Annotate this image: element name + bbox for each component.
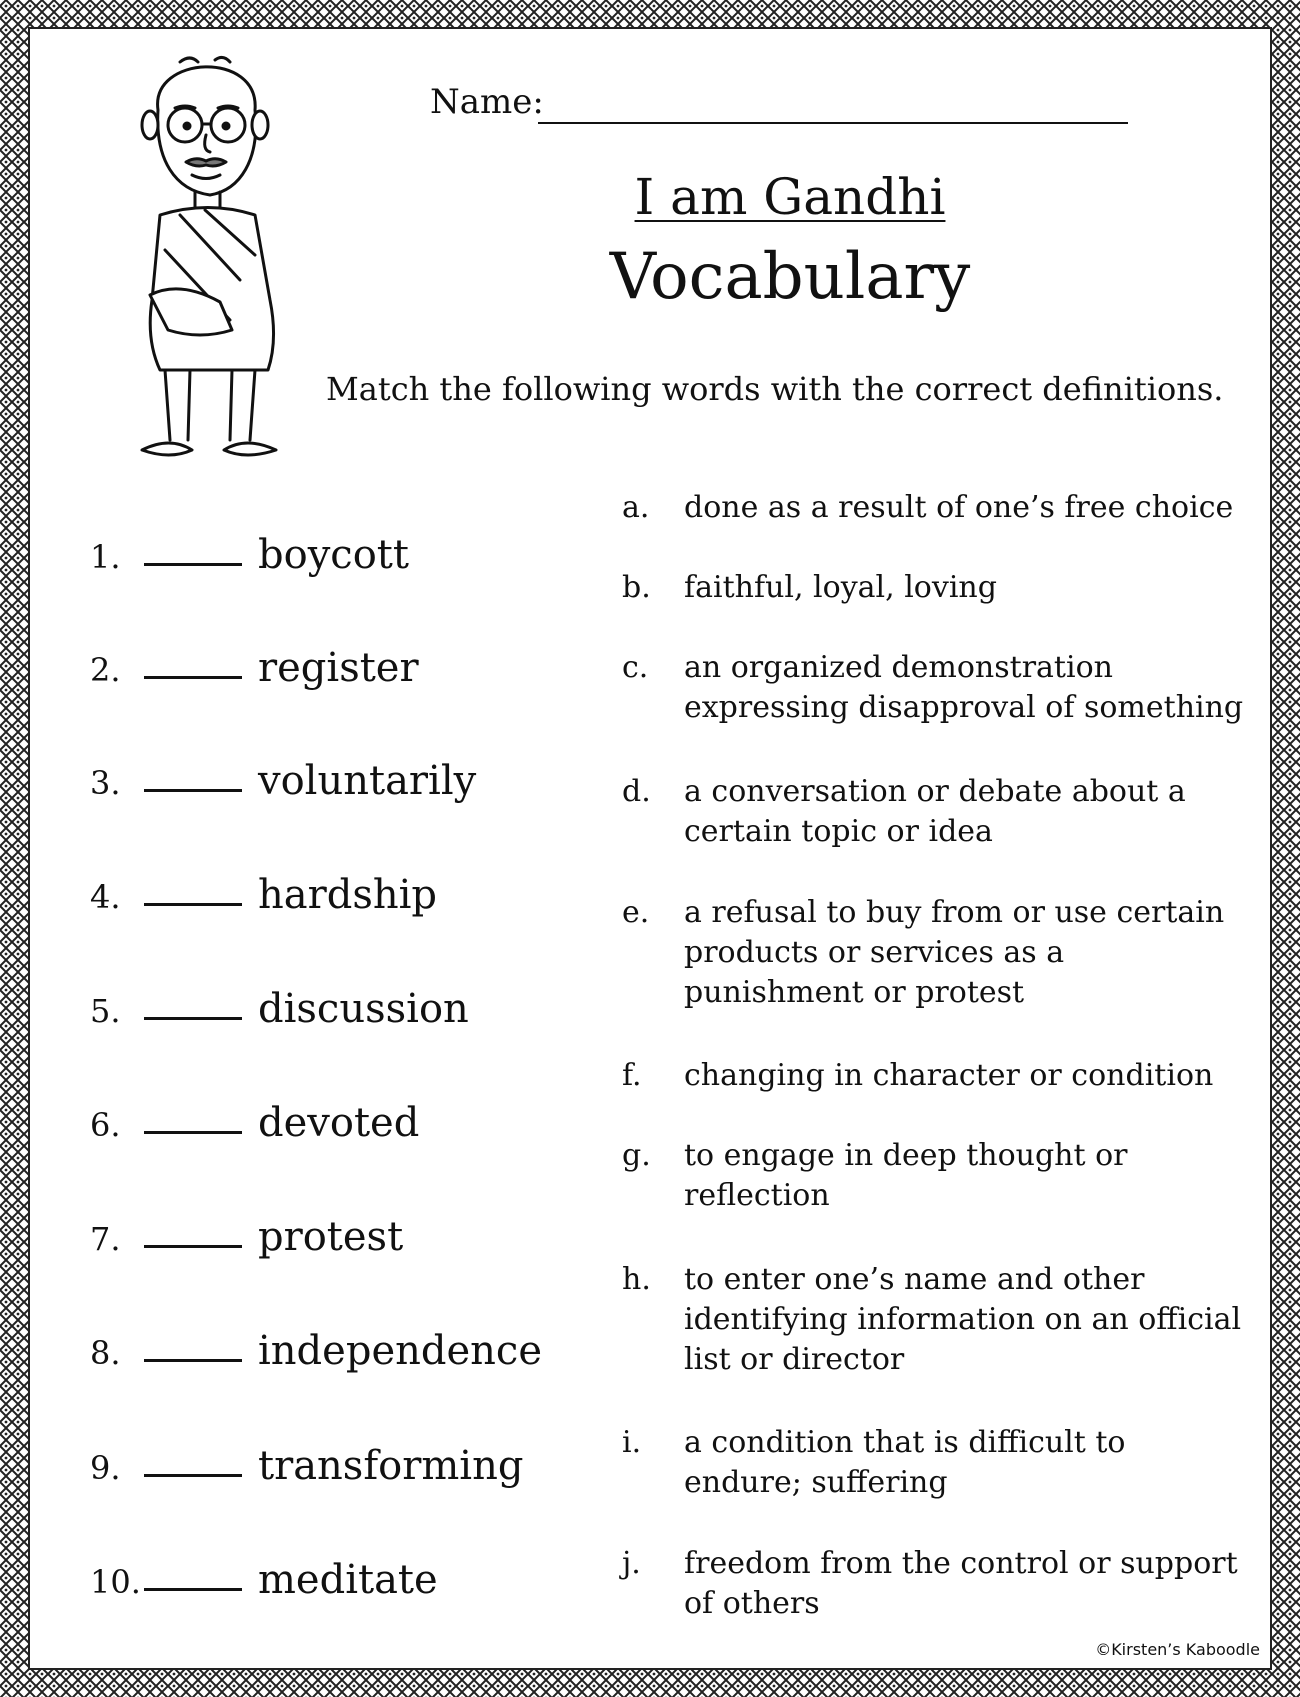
word-item <box>90 1328 542 1378</box>
vocab-word: boycott <box>258 532 409 578</box>
vocab-word: independence <box>258 1328 542 1374</box>
definition-text: a condition that is difficult to endure; suffering <box>684 1425 1126 1500</box>
definition-letter: d. <box>622 774 651 809</box>
word-number: 4. <box>90 878 121 916</box>
worksheet-subtitle: Vocabulary <box>609 240 971 314</box>
vocab-word: meditate <box>258 1557 438 1603</box>
definition-letter: h. <box>622 1262 651 1297</box>
answer-blank[interactable] <box>144 789 242 792</box>
word-item <box>90 532 409 582</box>
word-number: 10. <box>90 1563 141 1601</box>
definition-letter: f. <box>622 1058 642 1093</box>
answer-blank[interactable] <box>144 676 242 679</box>
vocab-word: transforming <box>258 1443 524 1489</box>
word-number: 7. <box>90 1220 121 1258</box>
word-item <box>90 1214 403 1264</box>
name-input-line[interactable] <box>538 122 1128 124</box>
word-number: 1. <box>90 538 121 576</box>
answer-blank[interactable] <box>144 1588 242 1591</box>
definition-text: to enter one’s name and other identifying information on an official list or director <box>684 1262 1242 1377</box>
definition-text: to engage in deep thought or reflection <box>684 1138 1128 1213</box>
copyright-text: ©Kirsten’s Kaboodle <box>1095 1640 1260 1659</box>
answer-blank[interactable] <box>144 1474 242 1477</box>
word-number: 2. <box>90 651 121 689</box>
answer-blank[interactable] <box>144 1017 242 1020</box>
answer-blank[interactable] <box>144 1245 242 1248</box>
word-number: 6. <box>90 1106 121 1144</box>
word-item <box>90 1557 438 1607</box>
definition-letter: c. <box>622 650 649 685</box>
answer-blank[interactable] <box>144 903 242 906</box>
vocab-word: discussion <box>258 986 469 1032</box>
definition-letter: a. <box>622 490 650 525</box>
definition-letter: i. <box>622 1425 642 1460</box>
vocab-word: protest <box>258 1214 404 1260</box>
answer-blank[interactable] <box>144 563 242 566</box>
name-label: Name: <box>430 82 544 122</box>
word-number: 9. <box>90 1449 121 1487</box>
answer-blank[interactable] <box>144 1359 242 1362</box>
definition-letter: b. <box>622 570 651 605</box>
definition-letter: e. <box>622 895 650 930</box>
word-item <box>90 986 469 1036</box>
instructions-text: Match the following words with the correct definitions. <box>326 370 1224 408</box>
word-item <box>90 872 437 922</box>
word-number: 3. <box>90 764 121 802</box>
definition-text: a refusal to buy from or use certain products or services as a punishment or protest <box>684 895 1225 1010</box>
word-item <box>90 645 419 695</box>
vocab-word: voluntarily <box>258 758 477 804</box>
answer-blank[interactable] <box>144 1131 242 1134</box>
definition-text: done as a result of one’s free choice <box>684 490 1234 525</box>
definition-text: freedom from the control or support of others <box>684 1546 1238 1621</box>
word-number: 8. <box>90 1334 121 1372</box>
vocab-word: register <box>258 645 419 691</box>
definition-letter: j. <box>622 1546 641 1581</box>
word-item <box>90 758 476 808</box>
word-number: 5. <box>90 992 121 1030</box>
vocab-word: devoted <box>258 1100 420 1146</box>
definition-text: changing in character or condition <box>684 1058 1214 1093</box>
definition-letter: g. <box>622 1138 651 1173</box>
vocab-word: hardship <box>258 872 438 918</box>
word-item <box>90 1443 523 1493</box>
book-title: I am Gandhi <box>634 168 946 226</box>
word-item <box>90 1100 419 1150</box>
definition-text: a conversation or debate about a certain topic or idea <box>684 774 1186 849</box>
definition-text: faithful, loyal, loving <box>684 570 997 605</box>
definition-text: an organized demonstration expressing disapproval of something <box>684 650 1244 725</box>
